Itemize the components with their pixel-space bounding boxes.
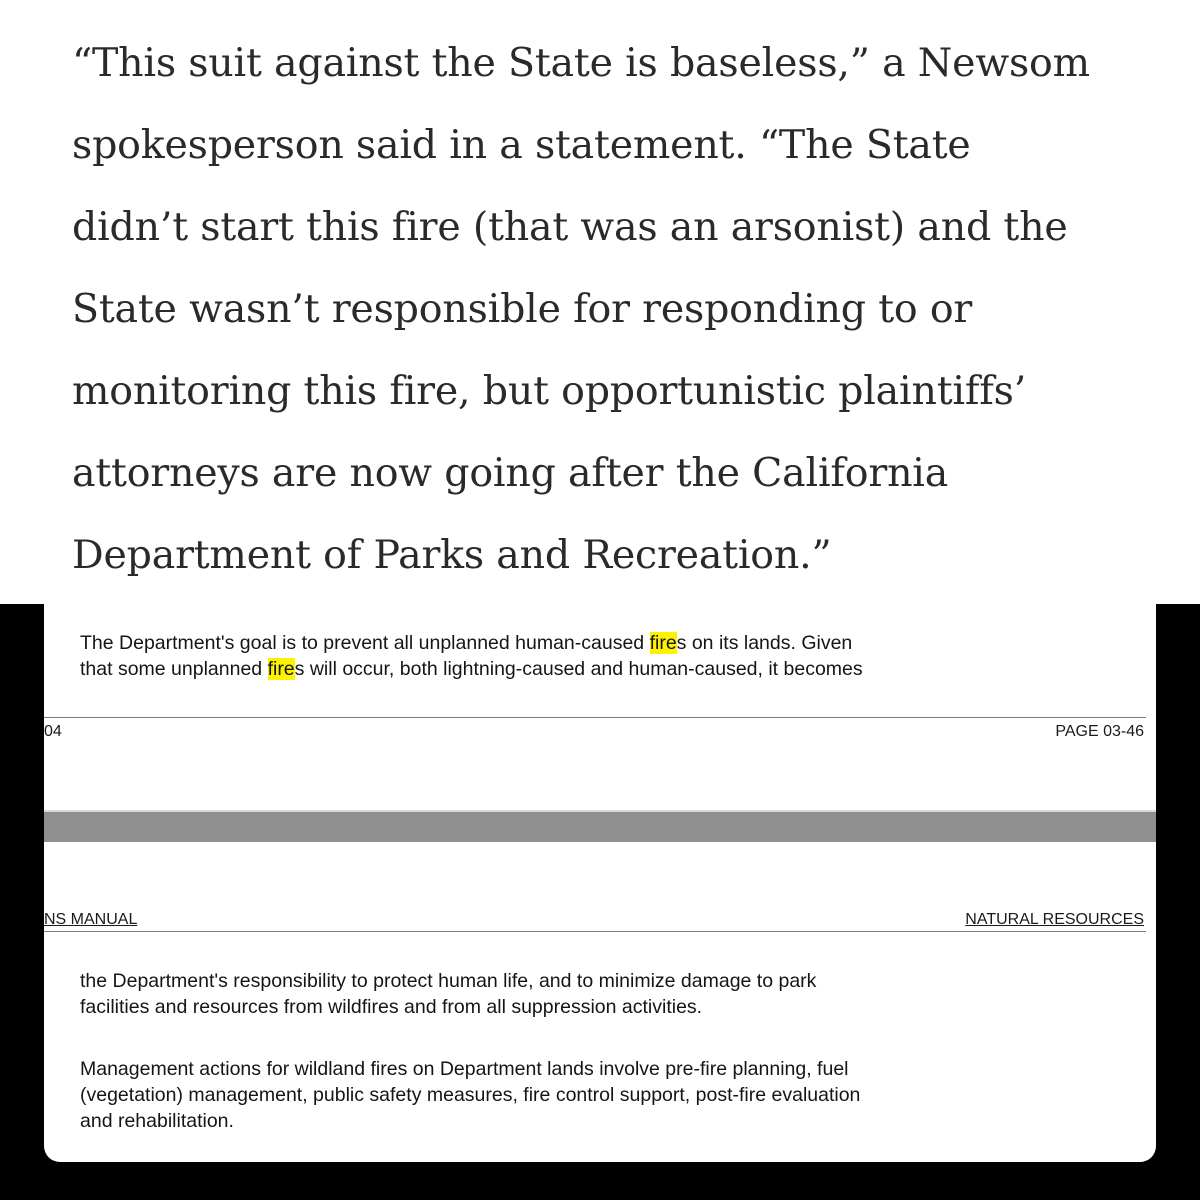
quote-line: spokesperson said in a statement. “The State	[72, 122, 971, 168]
paragraph-text: s will occur, both lightning-caused and human-caused, it becomes	[294, 658, 863, 680]
article-quote	[72, 22, 1172, 596]
page-number: PAGE 03-46	[1055, 723, 1144, 740]
paragraph-text: that some unplanned	[80, 658, 268, 680]
search-highlight: fire	[267, 658, 295, 680]
page-footer-rule	[44, 717, 1146, 718]
quote-line: monitoring this fire, but opportunistic plaintiffs’	[72, 368, 1027, 414]
paragraph-text: and rehabilitation.	[80, 1110, 234, 1132]
paragraph-text: The Department's goal is to prevent all unplanned human-caused	[80, 632, 650, 654]
manual-header-left: NS MANUAL	[44, 911, 138, 928]
quote-line: Department of Parks and Recreation.”	[72, 532, 832, 578]
paragraph-text: the Department's responsibility to protect human life, and to minimize damage to park	[80, 970, 817, 992]
management-actions-paragraph	[80, 1056, 860, 1134]
quote-line: attorneys are now going after the California	[72, 450, 949, 496]
fire-goal-paragraph	[80, 630, 863, 682]
paragraph-text: (vegetation) management, public safety measures, fire control support, post-fire evaluation	[80, 1084, 861, 1106]
paragraph-text: Management actions for wildland fires on Department lands involve pre-fire planning, fuel	[80, 1058, 849, 1080]
responsibility-paragraph	[80, 968, 816, 1020]
quote-line: State wasn’t responsible for responding to or	[72, 286, 973, 332]
quote-line: didn’t start this fire (that was an arsonist) and the	[72, 204, 1068, 250]
document-screenshot-frame	[0, 604, 1200, 1200]
page-header-rule	[44, 931, 1146, 932]
page-break-band	[44, 810, 1156, 842]
paragraph-text: s on its lands. Given	[676, 632, 853, 654]
quote-line: “This suit against the State is baseless,” a Newsom	[72, 40, 1090, 86]
paragraph-text: facilities and resources from wildfires and from all suppression activities.	[80, 996, 703, 1018]
section-header-right: NATURAL RESOURCES	[965, 911, 1144, 928]
page-footer-left: 04	[44, 723, 62, 740]
search-highlight: fire	[649, 632, 677, 654]
document-page-excerpt	[44, 604, 1156, 1162]
